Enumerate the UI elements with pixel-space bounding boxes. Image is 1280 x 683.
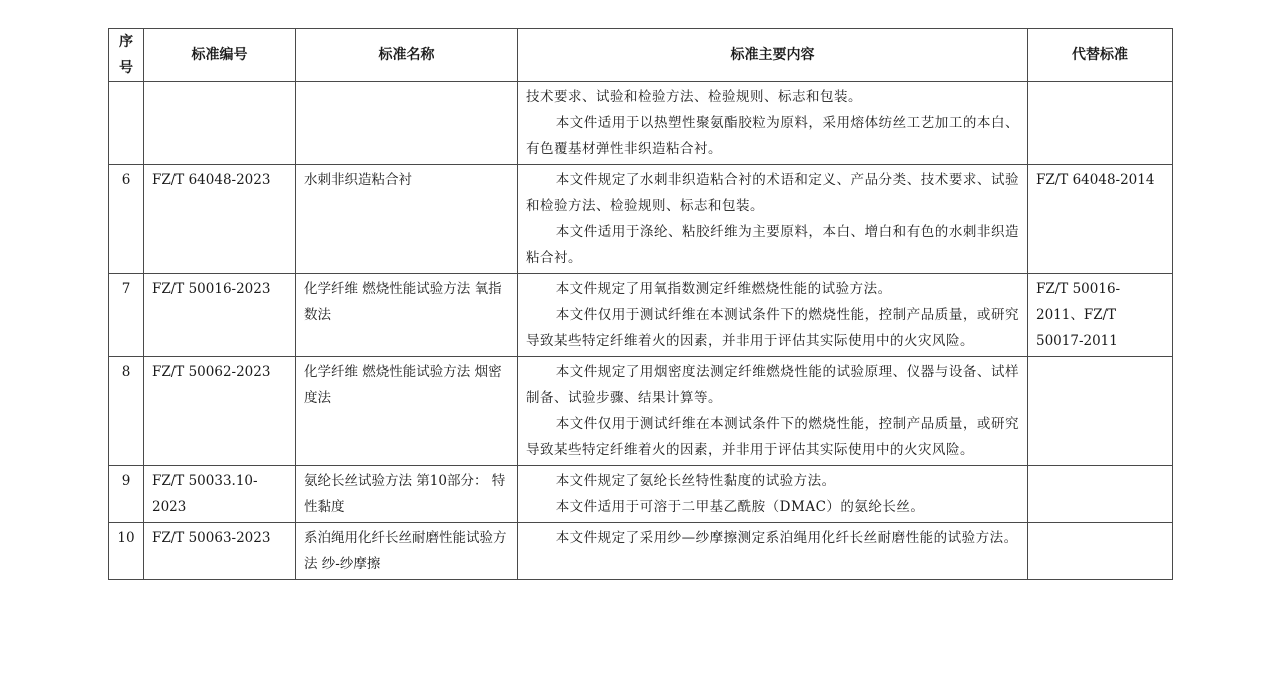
row-content xyxy=(518,466,1028,523)
header-replace: 代替标准 xyxy=(1028,29,1173,82)
content-paragraph: 本文件仅用于测试纤维在本测试条件下的燃烧性能，控制产品质量，或研究导致某些特定纤维着火的因素，并非用于评估其实际使用中的火灾风险。 xyxy=(526,307,1019,349)
table-header-row xyxy=(109,29,1173,82)
table-row xyxy=(109,357,1173,466)
standards-page xyxy=(108,28,1172,580)
table-row xyxy=(109,82,1173,165)
row-content xyxy=(518,274,1028,357)
row-code: FZ/T 50016-2023 xyxy=(144,274,296,357)
table-row xyxy=(109,165,1173,274)
row-code: FZ/T 50062-2023 xyxy=(144,357,296,466)
header-content: 标准主要内容 xyxy=(518,29,1028,82)
row-seq: 6 xyxy=(109,165,144,274)
content-paragraph: 本文件规定了用烟密度法测定纤维燃烧性能的试验原理、仪器与设备、试样制备、试验步骤、结果计算等。 xyxy=(526,364,1019,406)
standards-table xyxy=(108,28,1173,580)
row-seq: 9 xyxy=(109,466,144,523)
row-replace: FZ/T 64048-2014 xyxy=(1028,165,1173,274)
row-seq: 10 xyxy=(109,523,144,580)
row-code: FZ/T 64048-2023 xyxy=(144,165,296,274)
row-replace xyxy=(1028,466,1173,523)
row-name: 化学纤维 燃烧性能试验方法 烟密度法 xyxy=(296,357,518,466)
header-seq: 序 号 xyxy=(109,29,144,82)
row-replace xyxy=(1028,523,1173,580)
row-content xyxy=(518,165,1028,274)
row-name xyxy=(296,82,518,165)
row-code: FZ/T 50063-2023 xyxy=(144,523,296,580)
row-replace xyxy=(1028,82,1173,165)
row-name: 水刺非织造粘合衬 xyxy=(296,165,518,274)
row-content xyxy=(518,82,1028,165)
content-paragraph: 本文件适用于可溶于二甲基乙酰胺（DMAC）的氨纶长丝。 xyxy=(555,499,925,515)
row-replace xyxy=(1028,357,1173,466)
row-content xyxy=(518,357,1028,466)
row-content xyxy=(518,523,1028,580)
row-seq xyxy=(109,82,144,165)
row-name: 化学纤维 燃烧性能试验方法 氧指数法 xyxy=(296,274,518,357)
row-replace: FZ/T 50016-2011、FZ/T 50017-2011 xyxy=(1028,274,1173,357)
table-row xyxy=(109,466,1173,523)
row-name: 系泊绳用化纤长丝耐磨性能试验方法 纱-纱摩擦 xyxy=(296,523,518,580)
content-paragraph: 本文件仅用于测试纤维在本测试条件下的燃烧性能，控制产品质量，或研究导致某些特定纤维着火的因素，并非用于评估其实际使用中的火灾风险。 xyxy=(526,416,1019,458)
content-paragraph: 本文件规定了水刺非织造粘合衬的术语和定义、产品分类、技术要求、试验和检验方法、检验规则、标志和包装。 xyxy=(526,172,1019,214)
content-paragraph: 本文件规定了用氧指数测定纤维燃烧性能的试验方法。 xyxy=(555,281,892,297)
header-name: 标准名称 xyxy=(296,29,518,82)
content-paragraph: 本文件适用于涤纶、粘胶纤维为主要原料，本白、增白和有色的水刺非织造粘合衬。 xyxy=(526,224,1019,266)
header-code: 标准编号 xyxy=(144,29,296,82)
row-name: 氨纶长丝试验方法 第10部分： 特性黏度 xyxy=(296,466,518,523)
content-paragraph: 技术要求、试验和检验方法、检验规则、标志和包装。 xyxy=(526,89,862,105)
content-paragraph: 本文件适用于以热塑性聚氨酯胶粒为原料，采用熔体纺丝工艺加工的本白、有色覆基材弹性非织造粘合衬。 xyxy=(526,115,1019,157)
row-seq: 8 xyxy=(109,357,144,466)
row-code xyxy=(144,82,296,165)
content-paragraph: 本文件规定了氨纶长丝特性黏度的试验方法。 xyxy=(555,473,836,489)
row-code: FZ/T 50033.10-2023 xyxy=(144,466,296,523)
table-row xyxy=(109,523,1173,580)
content-paragraph: 本文件规定了采用纱—纱摩擦测定系泊绳用化纤长丝耐磨性能的试验方法。 xyxy=(555,530,1018,546)
row-seq: 7 xyxy=(109,274,144,357)
table-row xyxy=(109,274,1173,357)
